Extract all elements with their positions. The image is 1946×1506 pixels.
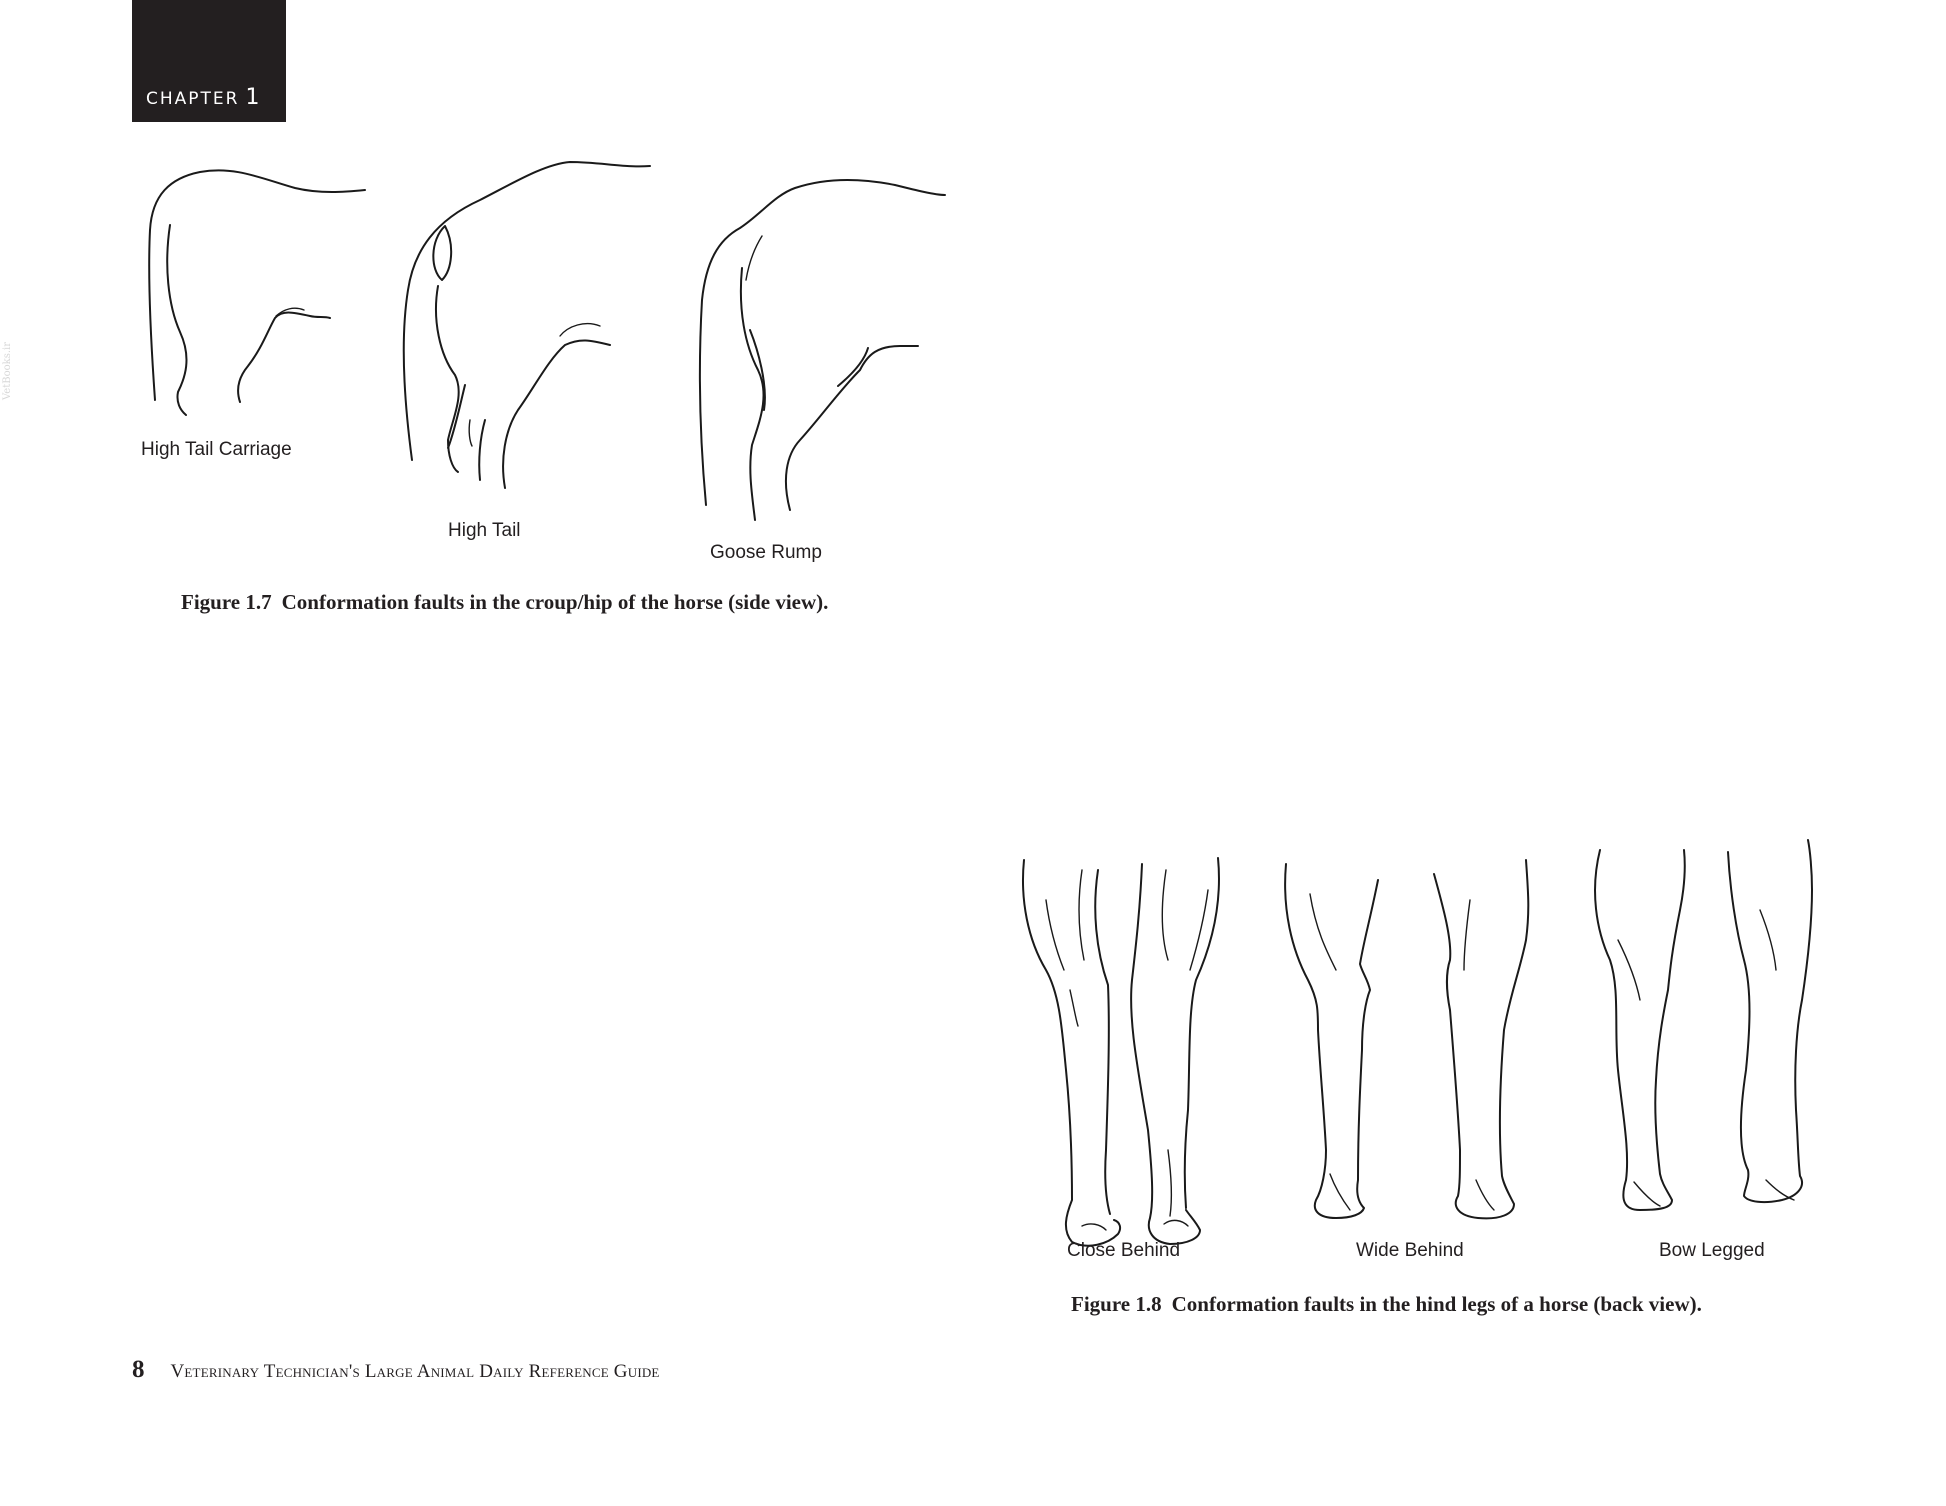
chapter-label-text: CHAPTER bbox=[146, 89, 240, 109]
figure-1-7-illustration bbox=[0, 0, 1000, 560]
running-title: Veterinary Technician's Large Animal Daily Reference Guide bbox=[170, 1361, 660, 1382]
figure-label-goose-rump: Goose Rump bbox=[710, 542, 822, 563]
page-footer bbox=[132, 1356, 660, 1384]
figure-label-high-tail-carriage: High Tail Carriage bbox=[141, 439, 292, 460]
figure-label-high-tail: High Tail bbox=[448, 520, 521, 541]
watermark: VetBooks.ir bbox=[2, 342, 13, 400]
figure-1-7-caption-text: Conformation faults in the croup/hip of the horse (side view). bbox=[281, 590, 829, 614]
figure-1-8-caption-number: Figure 1.8 bbox=[1071, 1292, 1162, 1316]
page-number: 8 bbox=[132, 1356, 145, 1383]
close-behind-drawing bbox=[1023, 858, 1219, 1246]
wide-behind-drawing bbox=[1285, 860, 1528, 1218]
goose-rump-drawing bbox=[700, 180, 945, 520]
chapter-number: 1 bbox=[245, 85, 260, 110]
figure-label-wide-behind: Wide Behind bbox=[1356, 1240, 1464, 1261]
figure-1-8-caption bbox=[1071, 1292, 1702, 1317]
bow-legged-drawing bbox=[1595, 840, 1812, 1210]
high-tail-drawing bbox=[404, 162, 650, 488]
figure-1-8-illustration bbox=[1000, 830, 1860, 1250]
figure-1-8-caption-text: Conformation faults in the hind legs of a horse (back view). bbox=[1171, 1292, 1702, 1316]
figure-1-7-caption bbox=[181, 590, 828, 615]
figure-1-7-caption-number: Figure 1.7 bbox=[181, 590, 272, 614]
figure-label-close-behind: Close Behind bbox=[1067, 1240, 1181, 1261]
figure-label-bow-legged: Bow Legged bbox=[1659, 1240, 1765, 1261]
high-tail-carriage-drawing bbox=[149, 170, 365, 415]
